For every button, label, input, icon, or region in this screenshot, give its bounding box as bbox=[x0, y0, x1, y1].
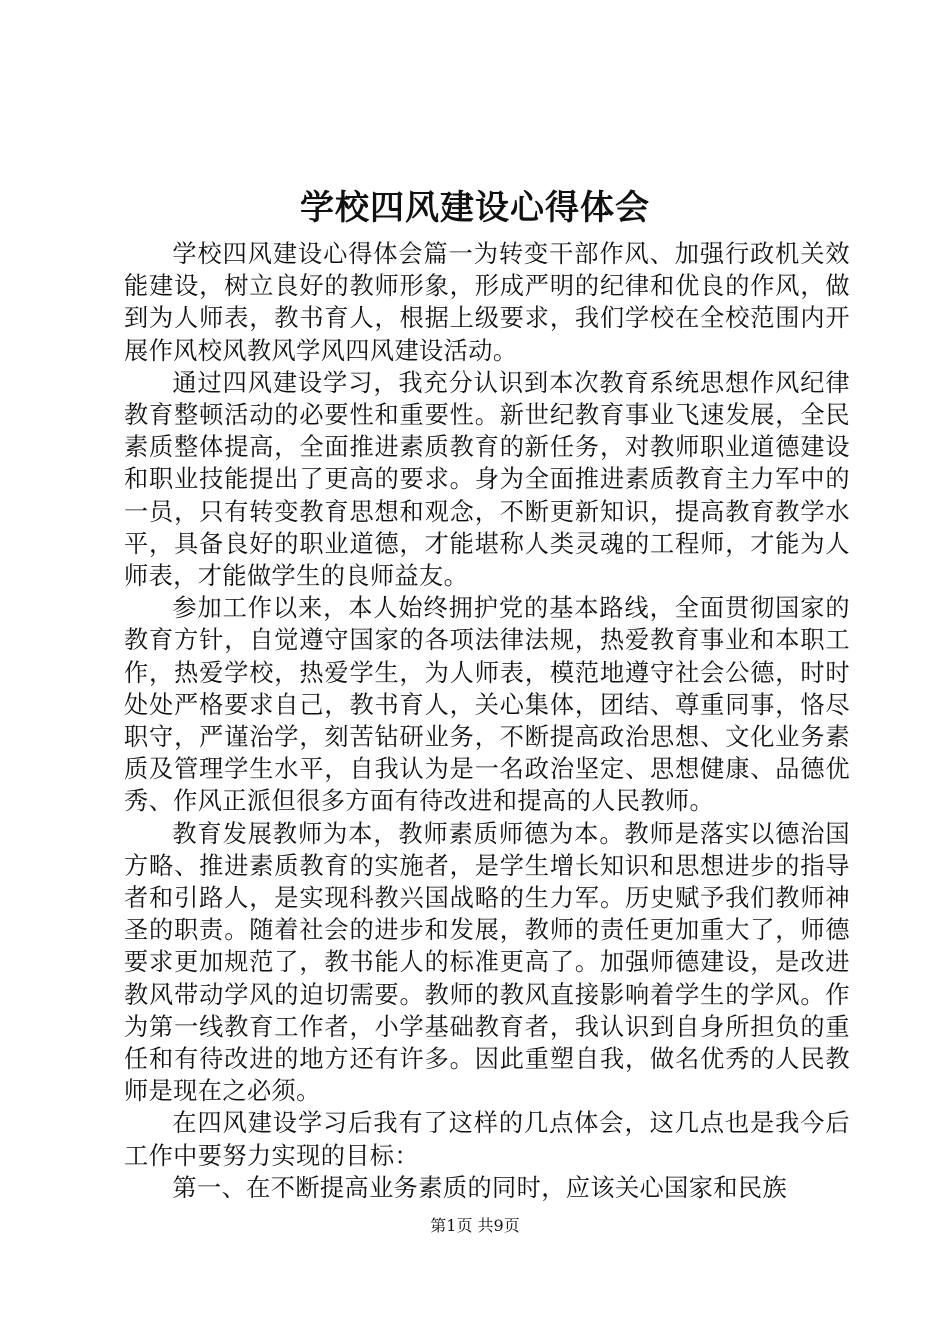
paragraph-5: 在四风建设学习后我有了这样的几点体会，这几点也是我今后工作中要努力实现的目标： bbox=[124, 1109, 850, 1170]
document-body bbox=[124, 238, 850, 1204]
document-title: 学校四风建设心得体会 bbox=[300, 188, 650, 228]
page-number-footer: 第1页 共9页 bbox=[430, 1216, 520, 1235]
paragraph-4: 教育发展教师为本，教师素质师德为本。教师是落实以德治国方略、推进素质教育的实施者，是学生增长知识和思想进步的指导者和引路人，是实现科教兴国战略的生力军。历史赋予我们教师神圣的职责。随着社会的进步和发展，教师的责任更加重大了，师德要求更加规范了，教书能人的标准更高了。加强师德建设，是改进教风带动学风的迫切需要。教师的教风直接影响着学生的学风。作为第一线教育工作者，小学基础教育者，我认识到自身所担负的重任和有待改进的地方还有许多。因此重塑自我，做名优秀的人民教师是现在之必须。 bbox=[124, 819, 850, 1106]
paragraph-1: 学校四风建设心得体会篇一为转变干部作风、加强行政机关效能建设，树立良好的教师形象，形成严明的纪律和优良的作风，做到为人师表，教书育人，根据上级要求，我们学校在全校范围内开展作风校风教风学风四风建设活动。 bbox=[124, 240, 850, 365]
paragraph-2: 通过四风建设学习，我充分认识到本次教育系统思想作风纪律教育整顿活动的必要性和重要性。新世纪教育事业飞速发展，全民素质整体提高，全面推进素质教育的新任务，对教师职业道德建设和职业技能提出了更高的要求。身为全面推进素质教育主力军中的一员，只有转变教育思想和观念，不断更新知识，提高教育教学水平，具备良好的职业道德，才能堪称人类灵魂的工程师，才能为人师表，才能做学生的良师益友。 bbox=[124, 368, 850, 591]
paragraph-3: 参加工作以来，本人始终拥护党的基本路线，全面贯彻国家的教育方针，自觉遵守国家的各项法律法规，热爱教育事业和本职工作，热爱学校，热爱学生，为人师表，模范地遵守社会公德，时时处处严格要求自己，教书育人，关心集体，团结、尊重同事，恪尽职守，严谨治学，刻苦钻研业务，不断提高政治思想、文化业务素质及管理学生水平，自我认为是一名政治坚定、思想健康、品德优秀、作风正派但很多方面有待改进和提高的人民教师。 bbox=[124, 594, 850, 816]
paragraph-6: 第一、在不断提高业务素质的同时，应该关心国家和民族 bbox=[172, 1173, 788, 1202]
